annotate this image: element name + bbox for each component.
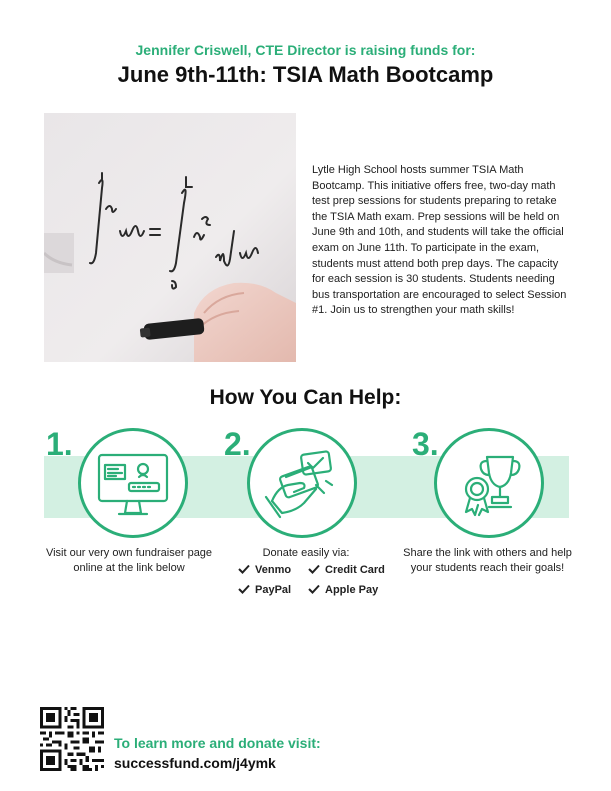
award-trophy-icon (437, 431, 541, 535)
payment-option-apple-pay (308, 584, 378, 596)
donate-url-link[interactable]: successfund.com/j4ymk (114, 755, 276, 771)
step-3-caption: Share the link with others and help your students reach their goals! (403, 547, 572, 574)
check-icon (238, 564, 250, 574)
step-2-number: 2. (224, 426, 251, 462)
step-1-circle (78, 428, 188, 538)
page-title: June 9th-11th: TSIA Math Bootcamp (117, 62, 494, 87)
step-1-number: 1. (46, 426, 73, 462)
step-1-caption: Visit our very own fundraiser page online at the link below (45, 547, 213, 574)
qr-code-icon[interactable] (40, 707, 104, 771)
payment-option-credit-card (308, 564, 385, 576)
fundraiser-kicker: Jennifer Criswell, CTE Director is raising funds for: (135, 42, 476, 58)
how-you-can-help-heading: How You Can Help: (209, 386, 402, 409)
step-2-caption: Donate easily via: (262, 547, 350, 559)
whiteboard-math-photo (44, 113, 296, 362)
step-2-circle (247, 428, 357, 538)
payment-option-label: Credit Card (325, 564, 385, 576)
payment-option-venmo (238, 564, 291, 576)
check-icon (308, 584, 320, 594)
step-3-number: 3. (412, 426, 439, 462)
check-icon (238, 584, 250, 594)
payment-option-paypal (238, 584, 291, 596)
step-3-circle (434, 428, 544, 538)
hand-card-payment-icon (250, 431, 354, 535)
computer-monitor-icon (81, 431, 185, 535)
donate-cta-text: To learn more and donate visit: (114, 735, 321, 751)
payment-option-label: Venmo (255, 564, 292, 576)
payment-option-label: Apple Pay (325, 584, 379, 596)
payment-option-label: PayPal (255, 584, 292, 596)
bootcamp-description: Lytle High School hosts summer TSIA Math Bootcamp. This initiative offers free, two-day math test prep sessions for students preparing to retake the TSIA Math exam. Prep sessions will be held on June 9th and 10th, and students will take the official exam on June 11th. To participate in the exam, students must attend both prep days. The capacity for each session is 30 students. Students needing bus transportation are encouraged to select Session #1. Join us to strengthen your math skills! (312, 164, 567, 317)
check-icon (308, 564, 320, 574)
